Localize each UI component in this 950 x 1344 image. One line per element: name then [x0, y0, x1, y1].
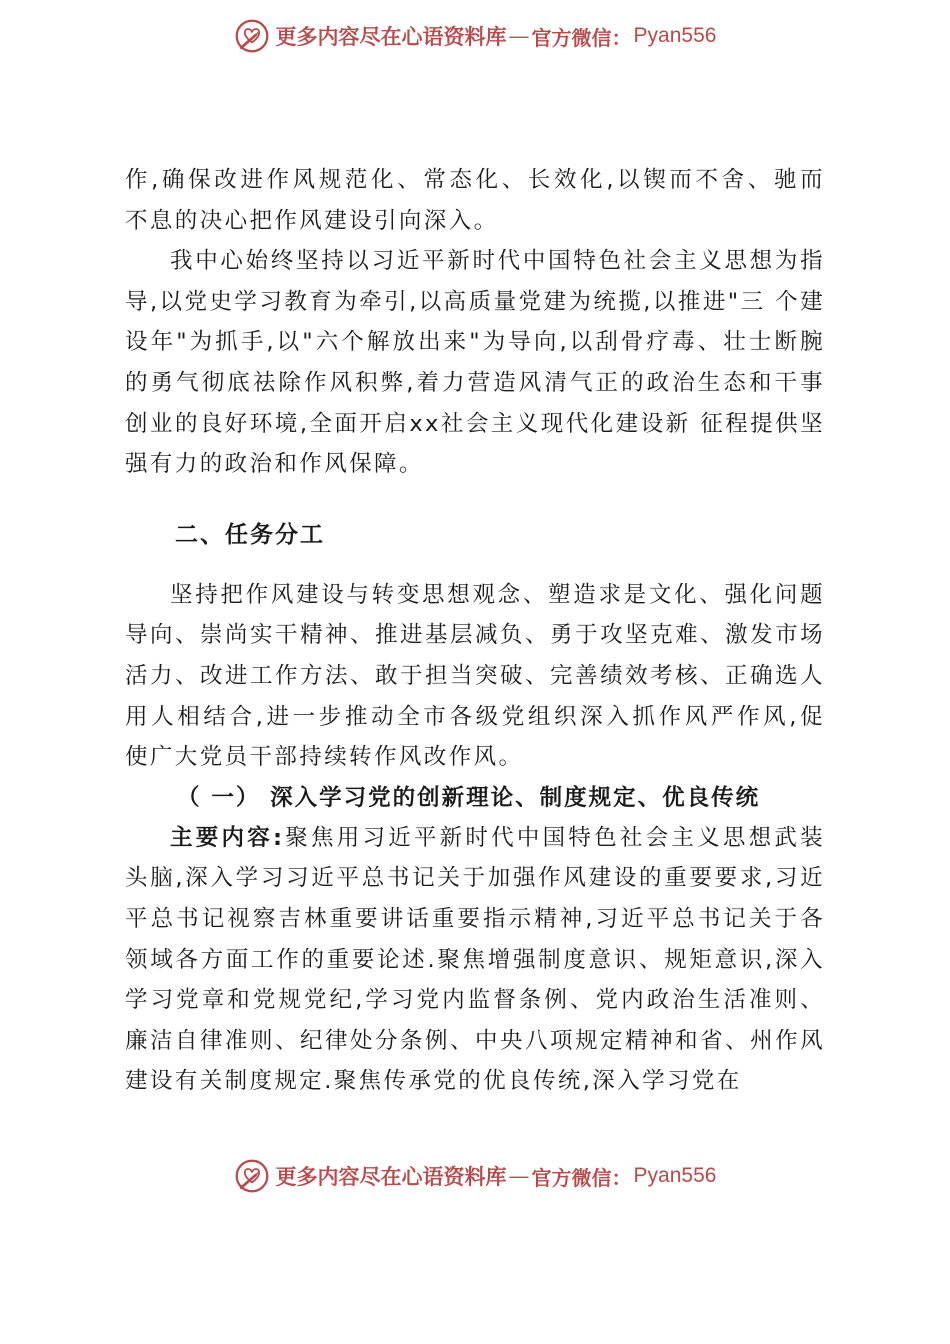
- document-body: [125, 160, 825, 1102]
- header-watermark: [0, 14, 950, 58]
- watermark-wechat-id: Pyan556: [633, 1164, 717, 1187]
- paragraph-main-content: [125, 818, 825, 1102]
- heart-pen-logo-icon: [234, 1158, 270, 1194]
- main-content-text: 聚焦用习近平新时代中国特色社会主义思想武装头脑,深入学习习近平总书记关于加强作风建设的重要要求,习近平总书记视察吉林重要讲话重要指示精神,习近平总书记关于各领域各方面工作的重要论述.聚焦增强制度意识、规矩意识,深入学习党章和党规党纪,学习党内监督条例、党内政治生活准则、廉洁自律准则、纪律处分条例、中央八项规定精神和省、州作风建设有关制度规定.聚焦传承党的优良传统,深入学习党在: [125, 824, 825, 1095]
- section-heading: 二、任务分工: [175, 521, 325, 548]
- watermark-main-text: 更多内容尽在心语资料库: [275, 24, 507, 49]
- watermark-label: 官方微信：: [531, 1165, 632, 1190]
- watermark-main-text: 更多内容尽在心语资料库: [275, 1164, 507, 1189]
- subsection-heading: （ 一） 深入学习党的创新理论、制度规定、优良传统: [177, 784, 761, 811]
- paragraph-guidance: 我中心始终坚持以习近平新时代中国特色社会主义思想为指导,以党史学习教育为牵引,以高质量党建为统揽,以推进"三 个建设年"为抓手,以"六个解放出来"为导向,以刮骨疗毒、壮士断腕的勇气彻底祛除作风积弊,着力营造风清气正的政治生态和干事创业的良好环境,全面开启xx社会主义现代化建设新 征程提供坚强有力的政治和作风保障。: [125, 248, 825, 478]
- watermark-dash: —: [508, 24, 530, 48]
- watermark-label: 官方微信：: [531, 25, 632, 50]
- footer-watermark: [0, 1154, 950, 1198]
- paragraph-continuation: 作,确保改进作风规范化、常态化、长效化,以锲而不舍、驰而 不息的决心把作风建设引向深入。: [125, 167, 825, 234]
- heart-pen-logo-icon: [234, 18, 270, 54]
- main-content-label: 主要内容:: [170, 824, 285, 851]
- watermark-wechat-id: Pyan556: [633, 24, 717, 47]
- paragraph-task: 坚持把作风建设与转变思想观念、塑造求是文化、强化问题导向、崇尚实干精神、推进基层减负、勇于攻坚克难、激发市场 活力、改进工作方法、敢于担当突破、完善绩效考核、正确选人 用人相结合,进一步推动全市各级党组织深入抓作风严作风,促 使广大党员干部持续转作风改作风。: [125, 581, 825, 771]
- watermark-dash: —: [508, 1164, 530, 1188]
